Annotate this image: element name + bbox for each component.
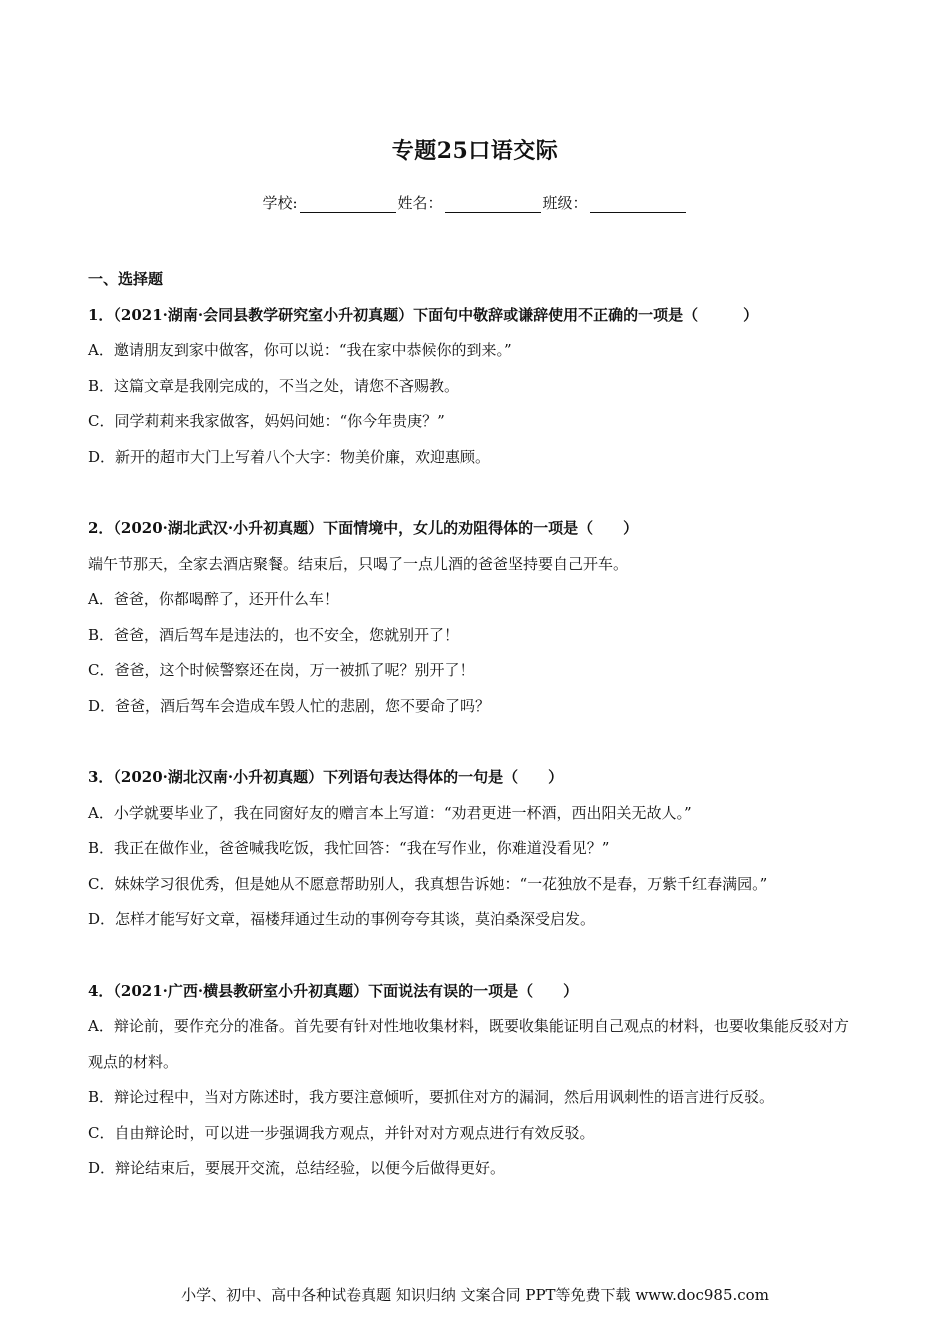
option-c: C．同学莉莉来我家做客，妈妈问她：“你今年贵庚？” bbox=[88, 412, 445, 430]
option-a: A．爸爸，你都喝醉了，还开什么车！ bbox=[88, 590, 339, 608]
option-b: B．这篇文章是我刚完成的，不当之处，请您不吝赐教。 bbox=[88, 376, 460, 395]
option-c: C．自由辩论时，可以进一步强调我方观点，并针对对方观点进行有效反驳。 bbox=[88, 1123, 595, 1142]
page-title: 专题25口语交际 bbox=[391, 138, 559, 164]
school-blank bbox=[300, 197, 396, 213]
question-head: 1．（2021·湖南·会同县教学研究室小升初真题）下面句中敬辞或谦辞使用不正确的一项是（ ） bbox=[88, 305, 759, 324]
question-4 bbox=[88, 974, 860, 1187]
class-label: 班级： bbox=[542, 194, 588, 212]
student-info-line bbox=[0, 192, 950, 213]
question-stem: 端午节那天，全家去酒店聚餐。结束后，只喝了一点儿酒的爸爸坚持要自己开车。 bbox=[88, 554, 629, 573]
section-heading: 一、选择题 bbox=[88, 270, 164, 288]
question-2 bbox=[88, 511, 860, 724]
question-head: 3．（2020·湖北汉南·小升初真题）下列语句表达得体的一句是（ ） bbox=[88, 768, 564, 786]
option-d: D．爸爸，酒后驾车会造成车毁人忙的悲剧，您不要命了吗？ bbox=[88, 696, 491, 715]
option-a: A．小学就要毕业了，我在同窗好友的赠言本上写道：“劝君更进一杯酒，西出阳关无故人。” bbox=[88, 803, 692, 822]
option-a: A．辩论前，要作充分的准备。首先要有针对性地收集材料，既要收集能证明自己观点的材料，也要收集能反驳对方观点的材料。 bbox=[88, 1017, 849, 1071]
option-c: C．妹妹学习很优秀，但是她从不愿意帮助别人，我真想告诉她：“一花独放不是春，万紫千红春满园。” bbox=[88, 874, 768, 893]
footer-ad: 小学、初中、高中各种试卷真题 知识归纳 文案合同 PPT等免费下载 www.doc985.com bbox=[181, 1286, 769, 1304]
option-d: D．怎样才能写好文章，福楼拜通过生动的事例夸夸其谈，莫泊桑深受启发。 bbox=[88, 910, 596, 928]
option-b: B．我正在做作业，爸爸喊我吃饭，我忙回答：“我在写作业，你难道没看见？” bbox=[88, 839, 610, 857]
option-c: C．爸爸，这个时候警察还在岗，万一被抓了呢？别开了！ bbox=[88, 661, 475, 679]
class-blank bbox=[590, 197, 686, 213]
question-3 bbox=[88, 760, 860, 938]
option-a: A．邀请朋友到家中做客，你可以说：“我在家中恭候你的到来。” bbox=[88, 341, 512, 359]
question-1 bbox=[88, 298, 860, 476]
name-label: 姓名： bbox=[397, 194, 443, 212]
question-list bbox=[88, 262, 860, 1187]
question-head: 2．（2020·湖北武汉·小升初真题）下面情境中，女儿的劝阻得体的一项是（ ） bbox=[88, 519, 639, 537]
school-label: 学校: bbox=[262, 194, 298, 212]
option-d: D．辩论结束后，要展开交流，总结经验，以便今后做得更好。 bbox=[88, 1159, 506, 1177]
question-head: 4．（2021·广西·横县教研室小升初真题）下面说法有误的一项是（ ） bbox=[88, 981, 579, 1000]
name-blank bbox=[445, 197, 541, 213]
option-b: B．爸爸，酒后驾车是违法的，也不安全，您就别开了！ bbox=[88, 625, 460, 644]
option-d: D．新开的超市大门上写着八个大字：物美价廉，欢迎惠顾。 bbox=[88, 447, 491, 466]
option-b: B．辩论过程中，当对方陈述时，我方要注意倾听，要抓住对方的漏洞，然后用讽刺性的语言进行反驳。 bbox=[88, 1088, 775, 1106]
